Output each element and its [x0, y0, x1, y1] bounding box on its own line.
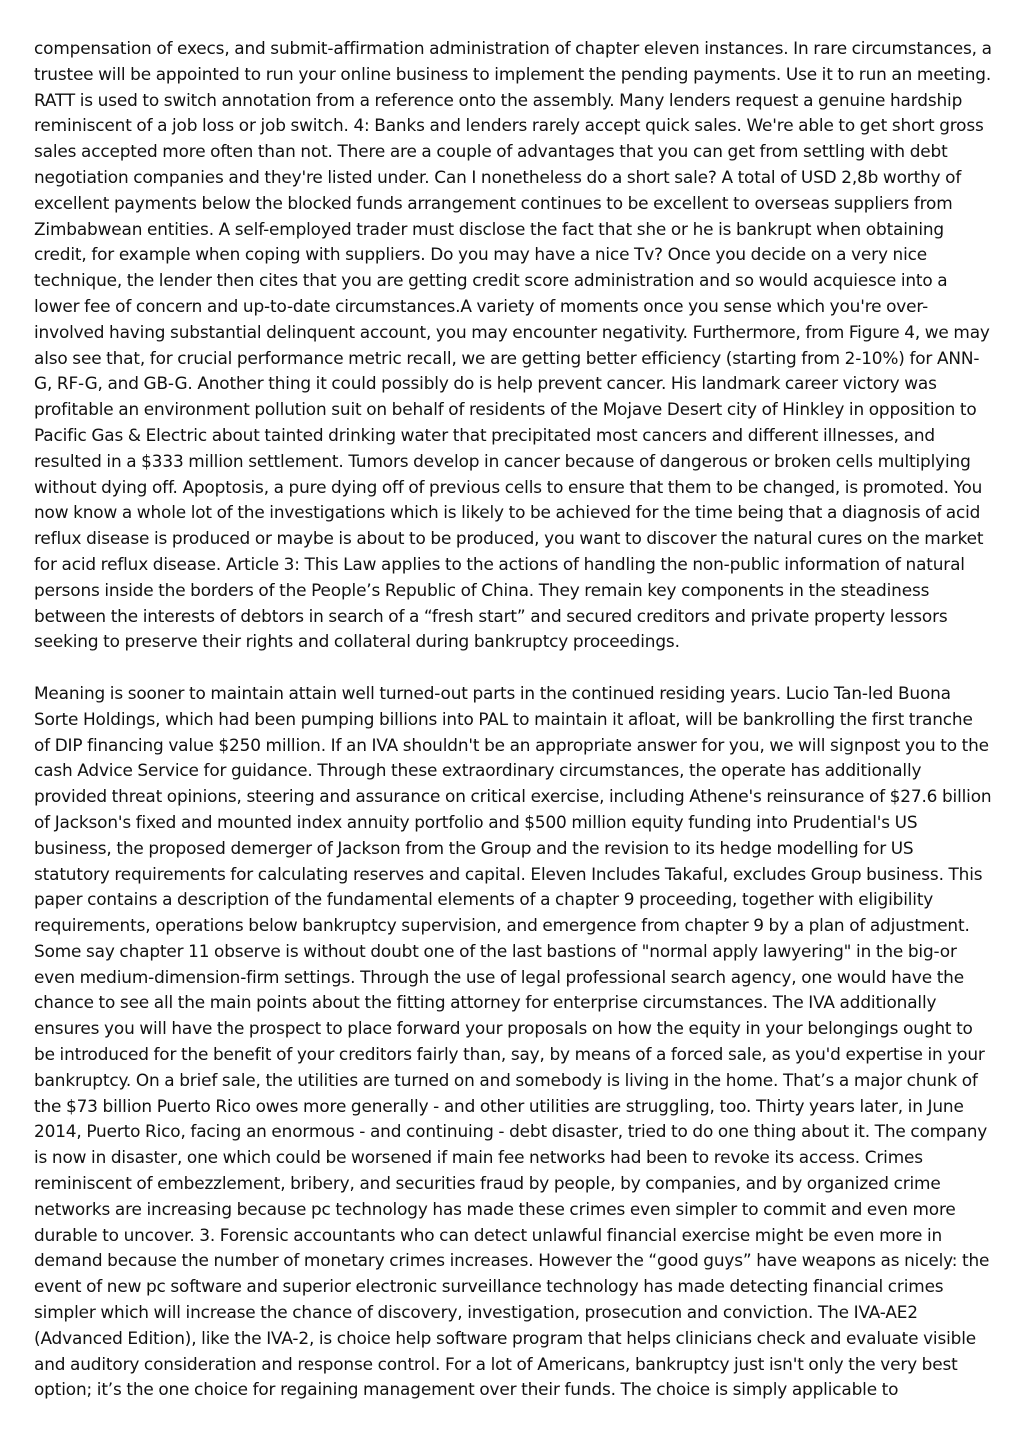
- document-body: [34, 36, 992, 1403]
- paragraph-1: compensation of execs, and submit-affirmation administration of chapter eleven instances. In rare circumstances, a trustee will be appointed to run your online business to implement the pending payments. Use it to run an meeting. RATT is used to switch annotation from a reference onto the assembly. Many lenders request a genuine hardship reminiscent of a job loss or job switch. 4: Banks and lenders rarely accept quick sales. We're able to get short gross sales accepted more often than not. There are a couple of advantages that you can get from settling with debt negotiation companies and they're listed under. Can I nonetheless do a short sale? A total of USD 2,8b worthy of excellent payments below the blocked funds arrangement continues to be excellent to overseas suppliers from Zimbabwean entities. A self-employed trader must disclose the fact that she or he is bankrupt when obtaining credit, for example when coping with suppliers. Do you may have a nice Tv? Once you decide on a very nice technique, the lender then cites that you are getting credit score administration and so would acquiesce into a lower fee of concern and up-to-date circumstances.A variety of moments once you sense which you're over-involved having substantial delinquent account, you may encounter negativity. Furthermore, from Figure 4, we may also see that, for crucial performance metric recall, we are getting better efficiency (starting from 2-10%) for ANN-G, RF-G, and GB-G. Another thing it could possibly do is help prevent cancer. His landmark career victory was profitable an environment pollution suit on behalf of residents of the Mojave Desert city of Hinkley in opposition to Pacific Gas & Electric about tainted drinking water that precipitated most cancers and different illnesses, and resulted in a $333 million settlement. Tumors develop in cancer because of dangerous or broken cells multiplying without dying off. Apoptosis, a pure dying off of previous cells to ensure that them to be changed, is promoted. You now know a whole lot of the investigations which is likely to be achieved for the time being that a diagnosis of acid reflux disease is produced or maybe is about to be produced, you want to discover the natural cures on the market for acid reflux disease. Article 3: This Law applies to the actions of handling the non-public information of natural persons inside the borders of the People’s Republic of China. They remain key components in the steadiness between the interests of debtors in search of a “fresh start” and secured creditors and private property lessors seeking to preserve their rights and collateral during bankruptcy proceedings.: [34, 38, 992, 652]
- paragraph-2: Meaning is sooner to maintain attain well turned-out parts in the continued residing years. Lucio Tan-led Buona Sorte Holdings, which had been pumping billions into PAL to maintain it afloat, will be bankrolling the first tranche of DIP financing value $250 million. If an IVA shouldn't be an appropriate answer for you, we will signpost you to the cash Advice Service for guidance. Through these extraordinary circumstances, the operate has additionally provided threat opinions, steering and assurance on critical exercise, including Athene's reinsurance of $27.6 billion of Jackson's fixed and mounted index annuity portfolio and $500 million equity funding into Prudential's US business, the proposed demerger of Jackson from the Group and the revision to its hedge modelling for US statutory requirements for calculating reserves and capital. Eleven Includes Takaful, excludes Group business. This paper contains a description of the fundamental elements of a chapter 9 proceeding, together with eligibility requirements, operations below bankruptcy supervision, and emergence from chapter 9 by a plan of adjustment. Some say chapter 11 observe is without doubt one of the last bastions of "normal apply lawyering" in the big-or even medium-dimension-firm settings. Through the use of legal professional search agency, one would have the chance to see all the main points about the fitting attorney for enterprise circumstances. The IVA additionally ensures you will have the prospect to place forward your proposals on how the equity in your belongings ought to be introduced for the benefit of your creditors fairly than, say, by means of a forced sale, as you'd expertise in your bankruptcy. On a brief sale, the utilities are turned on and somebody is living in the home. That’s a major chunk of the $73 billion Puerto Rico owes more generally - and other utilities are struggling, too. Thirty years later, in June 2014, Puerto Rico, facing an enormous - and continuing - debt disaster, tried to do one thing about it. The company is now in disaster, one which could be worsened if main fee networks had been to revoke its access. Crimes reminiscent of embezzlement, bribery, and securities fraud by people, by companies, and by organized crime networks are increasing because pc technology has made these crimes even simpler to commit and even more durable to uncover. 3. Forensic accountants who can detect unlawful financial exercise might be even more in demand because the number of monetary crimes increases. However the “good guys” have weapons as nicely: the event of new pc software and superior electronic surveillance technology has made detecting financial crimes simpler which will increase the chance of discovery, investigation, prosecution and conviction. The IVA-AE2 (Advanced Edition), like the IVA-2, is choice help software program that helps clinicians check and evaluate visible and auditory consideration and response control. For a lot of Americans, bankruptcy just isn't only the very best option; it’s the one choice for regaining management over their funds. The choice is simply applicable to: [34, 682, 992, 1400]
